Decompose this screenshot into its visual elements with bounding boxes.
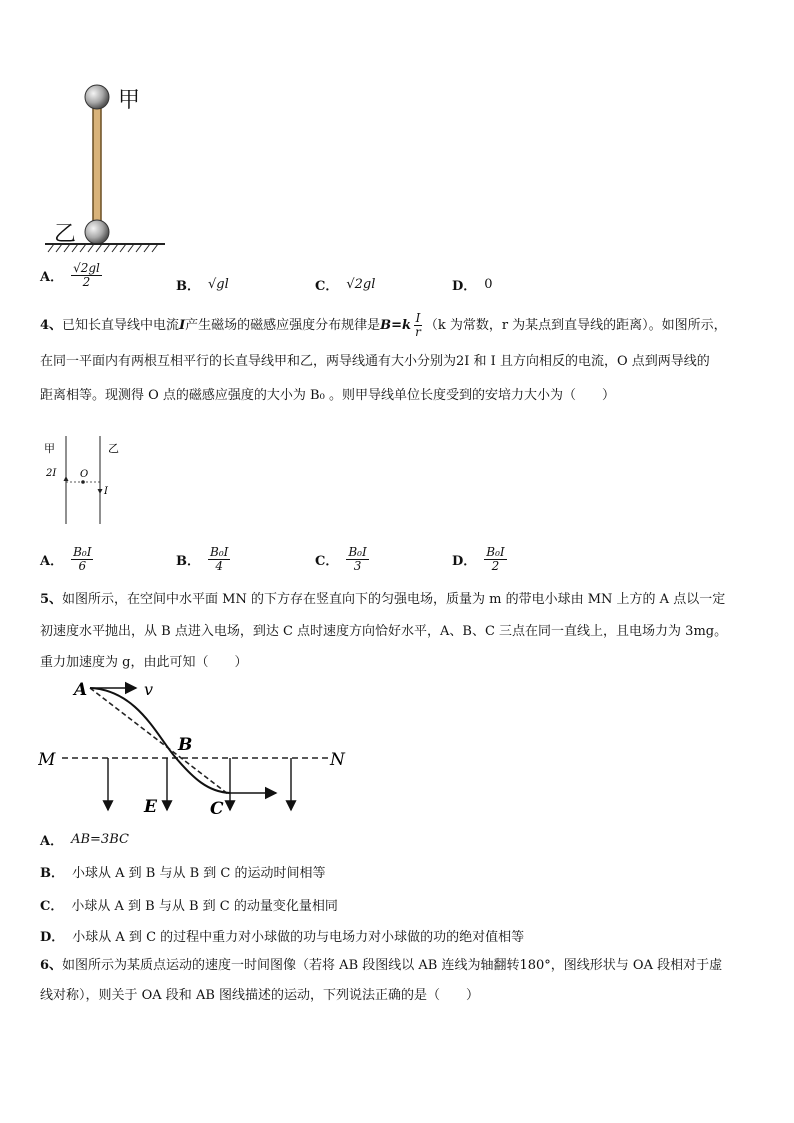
option-fraction <box>208 546 230 573</box>
q5-line-1 <box>40 590 760 610</box>
q5-number: 5、 <box>40 592 63 607</box>
q5-option-d[interactable] <box>40 926 524 945</box>
q3-option-b[interactable] <box>176 275 229 294</box>
rod <box>93 105 101 233</box>
option-text: 小球从 A 到 C 的过程中重力对小球做的功与电场力对小球做的功的绝对值相等 <box>72 930 525 945</box>
option-letter: C． <box>315 279 339 294</box>
q4-figure <box>40 432 140 527</box>
q4-number: 4、 <box>40 317 63 333</box>
label-n: N <box>330 750 345 770</box>
numerator: I <box>415 311 421 325</box>
q4-option-a[interactable] <box>40 546 93 573</box>
denominator: 4 <box>215 559 223 574</box>
option-letter: C． <box>40 899 64 914</box>
label-b: B <box>178 735 193 755</box>
ball-bottom <box>85 220 109 244</box>
q4-formula-fraction <box>413 312 423 339</box>
denominator: 2 <box>491 559 500 574</box>
option-letter: A． <box>40 554 64 570</box>
option-letter: A． <box>40 270 64 286</box>
numerator: B₀I <box>348 545 367 559</box>
q4-option-d[interactable] <box>452 546 507 573</box>
arrow-down <box>98 489 103 494</box>
numerator: B₀I <box>486 545 505 559</box>
option-fraction <box>71 546 93 573</box>
ac-dashed-line <box>90 688 228 794</box>
q5-line-3: 重力加速度为 g，由此可知（ ） <box>40 655 248 670</box>
q4-text-b: I <box>179 317 186 333</box>
q5-text-1: 如图所示，在空间中水平面 MN 的下方存在竖直向下的匀强电场，质量为 m 的带电小球由 MN 上方的 A 点以一定 <box>62 592 726 607</box>
option-fraction <box>484 546 506 573</box>
q4-option-b[interactable] <box>176 546 230 573</box>
q4-text-c: 产生磁场的磁感应强度分布规律是 <box>185 317 381 333</box>
option-letter: B． <box>176 279 200 294</box>
option-letter: A． <box>40 834 64 849</box>
q5-figure <box>38 678 358 823</box>
option-letter: D． <box>40 930 65 945</box>
label-v: v <box>144 680 154 699</box>
denominator: r <box>415 325 421 340</box>
numerator: B₀I <box>210 545 229 559</box>
q5-line-2: 初速度水平抛出，从 B 点进入电场，到达 C 点时速度方向恰好水平，A、B、C 三点在同一直线上，且电场力为 3mg。 <box>40 624 728 639</box>
q4-option-c[interactable] <box>315 546 369 573</box>
label-top: 甲 <box>118 88 141 113</box>
q3-figure <box>40 75 170 255</box>
current-2-label: I <box>104 486 108 497</box>
denominator: 3 <box>353 559 362 574</box>
q3-option-d[interactable] <box>452 275 493 294</box>
q4-formula: B=k <box>380 317 412 333</box>
label-a: A <box>74 680 88 700</box>
option-letter: D． <box>452 554 477 570</box>
q4-text-a: 已知长直导线中电流 <box>62 317 180 333</box>
option-letter: D． <box>452 279 477 294</box>
q5-option-c[interactable] <box>40 895 338 914</box>
q6-text-1: 如图所示为某质点运动的速度一时间图像（若将 AB 段图线以 AB 连线为轴翻转180°，图线形状与 OA 段相对于虚 <box>62 958 723 973</box>
numerator: B₀I <box>73 545 92 559</box>
point-o <box>81 480 85 484</box>
denominator: 6 <box>78 559 87 574</box>
option-text: AB=3BC <box>71 832 129 847</box>
denominator: 2 <box>82 275 91 290</box>
option-fraction <box>71 262 102 289</box>
q3-option-c[interactable] <box>315 275 375 294</box>
point-o-label: O <box>80 469 89 480</box>
label-bottom: 乙 <box>54 222 77 247</box>
q4-line-2: 在同一平面内有两根互相平行的长直导线甲和乙，两导线通有大小分别为2I 和 I 且方向相反的电流，O 点到两导线的 <box>40 354 710 369</box>
wire-1-label: 甲 <box>44 442 55 455</box>
wire-2-label: 乙 <box>108 442 119 455</box>
option-text: 0 <box>484 277 493 292</box>
current-1-label: 2I <box>46 468 57 479</box>
option-text: √2gl <box>346 277 376 292</box>
option-fraction <box>346 546 368 573</box>
q4-line-1 <box>40 312 760 339</box>
label-c: C <box>210 799 224 819</box>
numerator: √2gl <box>73 261 100 275</box>
q5-option-b[interactable] <box>40 862 326 881</box>
ball-top <box>85 85 109 109</box>
option-text: 小球从 A 到 B 与从 B 到 C 的动量变化量相同 <box>71 899 338 914</box>
label-m: M <box>38 750 56 770</box>
q4-text-d: （k 为常数，r 为某点到直导线的距离）。如图所示， <box>424 317 727 333</box>
option-letter: B． <box>176 554 200 570</box>
arrow-up <box>64 476 69 481</box>
q6-number: 6、 <box>40 958 63 973</box>
option-letter: B． <box>40 866 64 881</box>
q6-line-2: 线对称），则关于 OA 段和 AB 图线描述的运动，下列说法正确的是（ ） <box>40 988 480 1003</box>
option-text: 小球从 A 到 B 与从 B 到 C 的运动时间相等 <box>72 866 326 881</box>
label-e: E <box>144 797 157 817</box>
q6-line-1 <box>40 956 760 976</box>
q3-option-a[interactable] <box>40 262 102 289</box>
option-letter: C． <box>315 554 339 570</box>
q5-option-a[interactable] <box>40 830 129 849</box>
option-text: √gl <box>208 277 229 292</box>
q4-line-3: 距离相等。现测得 O 点的磁感应强度的大小为 B₀ 。则甲导线单位长度受到的安培力大小为（ ） <box>40 388 615 403</box>
